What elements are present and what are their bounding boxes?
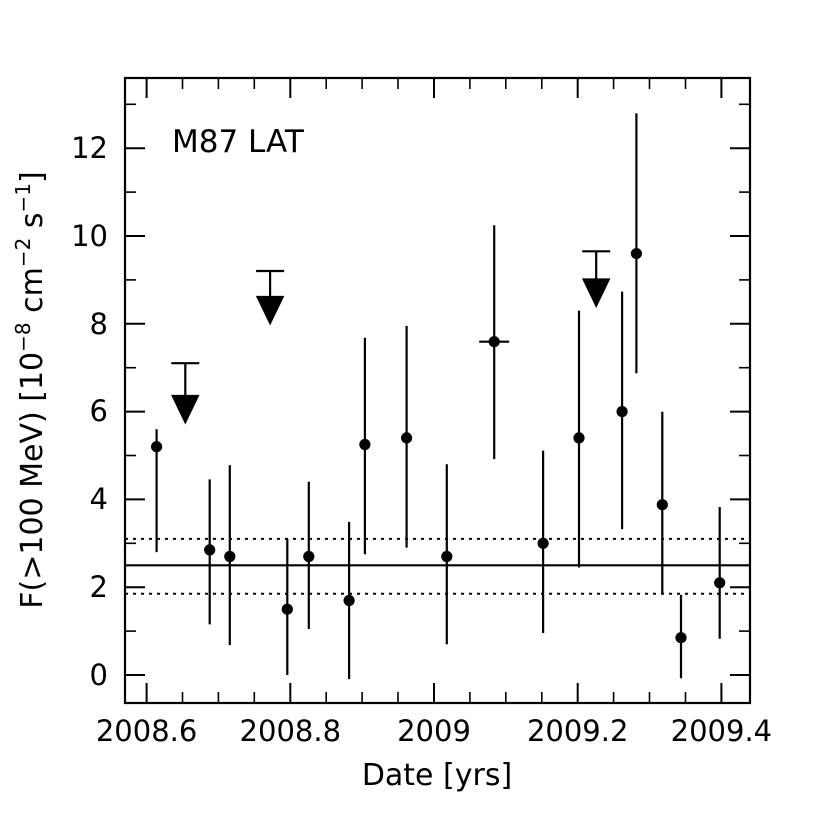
x-tick-label: 2009.4 <box>670 714 773 748</box>
x-tick-label: 2009.2 <box>526 714 629 748</box>
y-tick-labels <box>71 131 108 692</box>
plot-frame <box>125 78 750 703</box>
data-point <box>479 225 509 459</box>
data-point <box>344 522 354 679</box>
upper-limit-marker <box>171 363 199 422</box>
y-axis-title-exp2: −2 <box>11 237 35 268</box>
upper-limit-marker <box>256 271 284 323</box>
y-axis-ticks <box>125 104 750 675</box>
y-tick-label: 12 <box>71 131 108 165</box>
data-point <box>657 412 667 594</box>
y-tick-label: 2 <box>89 570 108 604</box>
data-point <box>442 464 452 644</box>
x-tick-labels <box>96 714 772 748</box>
data-point <box>152 429 162 552</box>
y-axis-title-exp1: −8 <box>11 322 35 352</box>
upper-limit-marker <box>582 251 610 305</box>
x-tick-label: 2009 <box>397 714 471 748</box>
data-point <box>402 326 412 548</box>
data-point <box>205 479 215 624</box>
y-tick-label: 6 <box>89 394 108 428</box>
y-axis-title-mid: cm <box>15 267 50 323</box>
data-point <box>304 482 314 629</box>
data-point <box>538 451 548 633</box>
chart-annotation-label: M87 LAT <box>172 124 304 160</box>
data-point <box>360 338 370 555</box>
y-axis-title-exp3: −1 <box>11 182 35 213</box>
y-tick-label: 8 <box>89 307 108 341</box>
upper-limits-group <box>171 251 610 422</box>
data-point <box>631 113 641 373</box>
data-point <box>225 465 235 645</box>
x-axis-ticks <box>147 78 722 703</box>
data-point <box>282 539 292 675</box>
x-tick-label: 2008.6 <box>95 714 198 748</box>
reference-lines <box>125 539 750 594</box>
y-axis-title <box>11 171 50 608</box>
y-axis-title-suffix: ] <box>15 171 50 183</box>
y-tick-label: 0 <box>89 658 108 692</box>
y-tick-label: 10 <box>71 219 108 253</box>
data-point <box>676 595 686 678</box>
y-axis-title-prefix: F(>100 MeV) [10 <box>15 351 50 609</box>
svg-text:F(>100 MeV) [10−8 cm−2 s−1] <box>11 171 50 608</box>
data-point <box>715 507 725 639</box>
data-point <box>617 292 627 529</box>
y-tick-label: 4 <box>89 482 108 516</box>
x-axis-title: Date [yrs] <box>361 758 513 793</box>
data-point <box>574 311 584 568</box>
y-axis-title-mid2: s <box>15 212 50 238</box>
x-tick-label: 2008.8 <box>239 714 342 748</box>
